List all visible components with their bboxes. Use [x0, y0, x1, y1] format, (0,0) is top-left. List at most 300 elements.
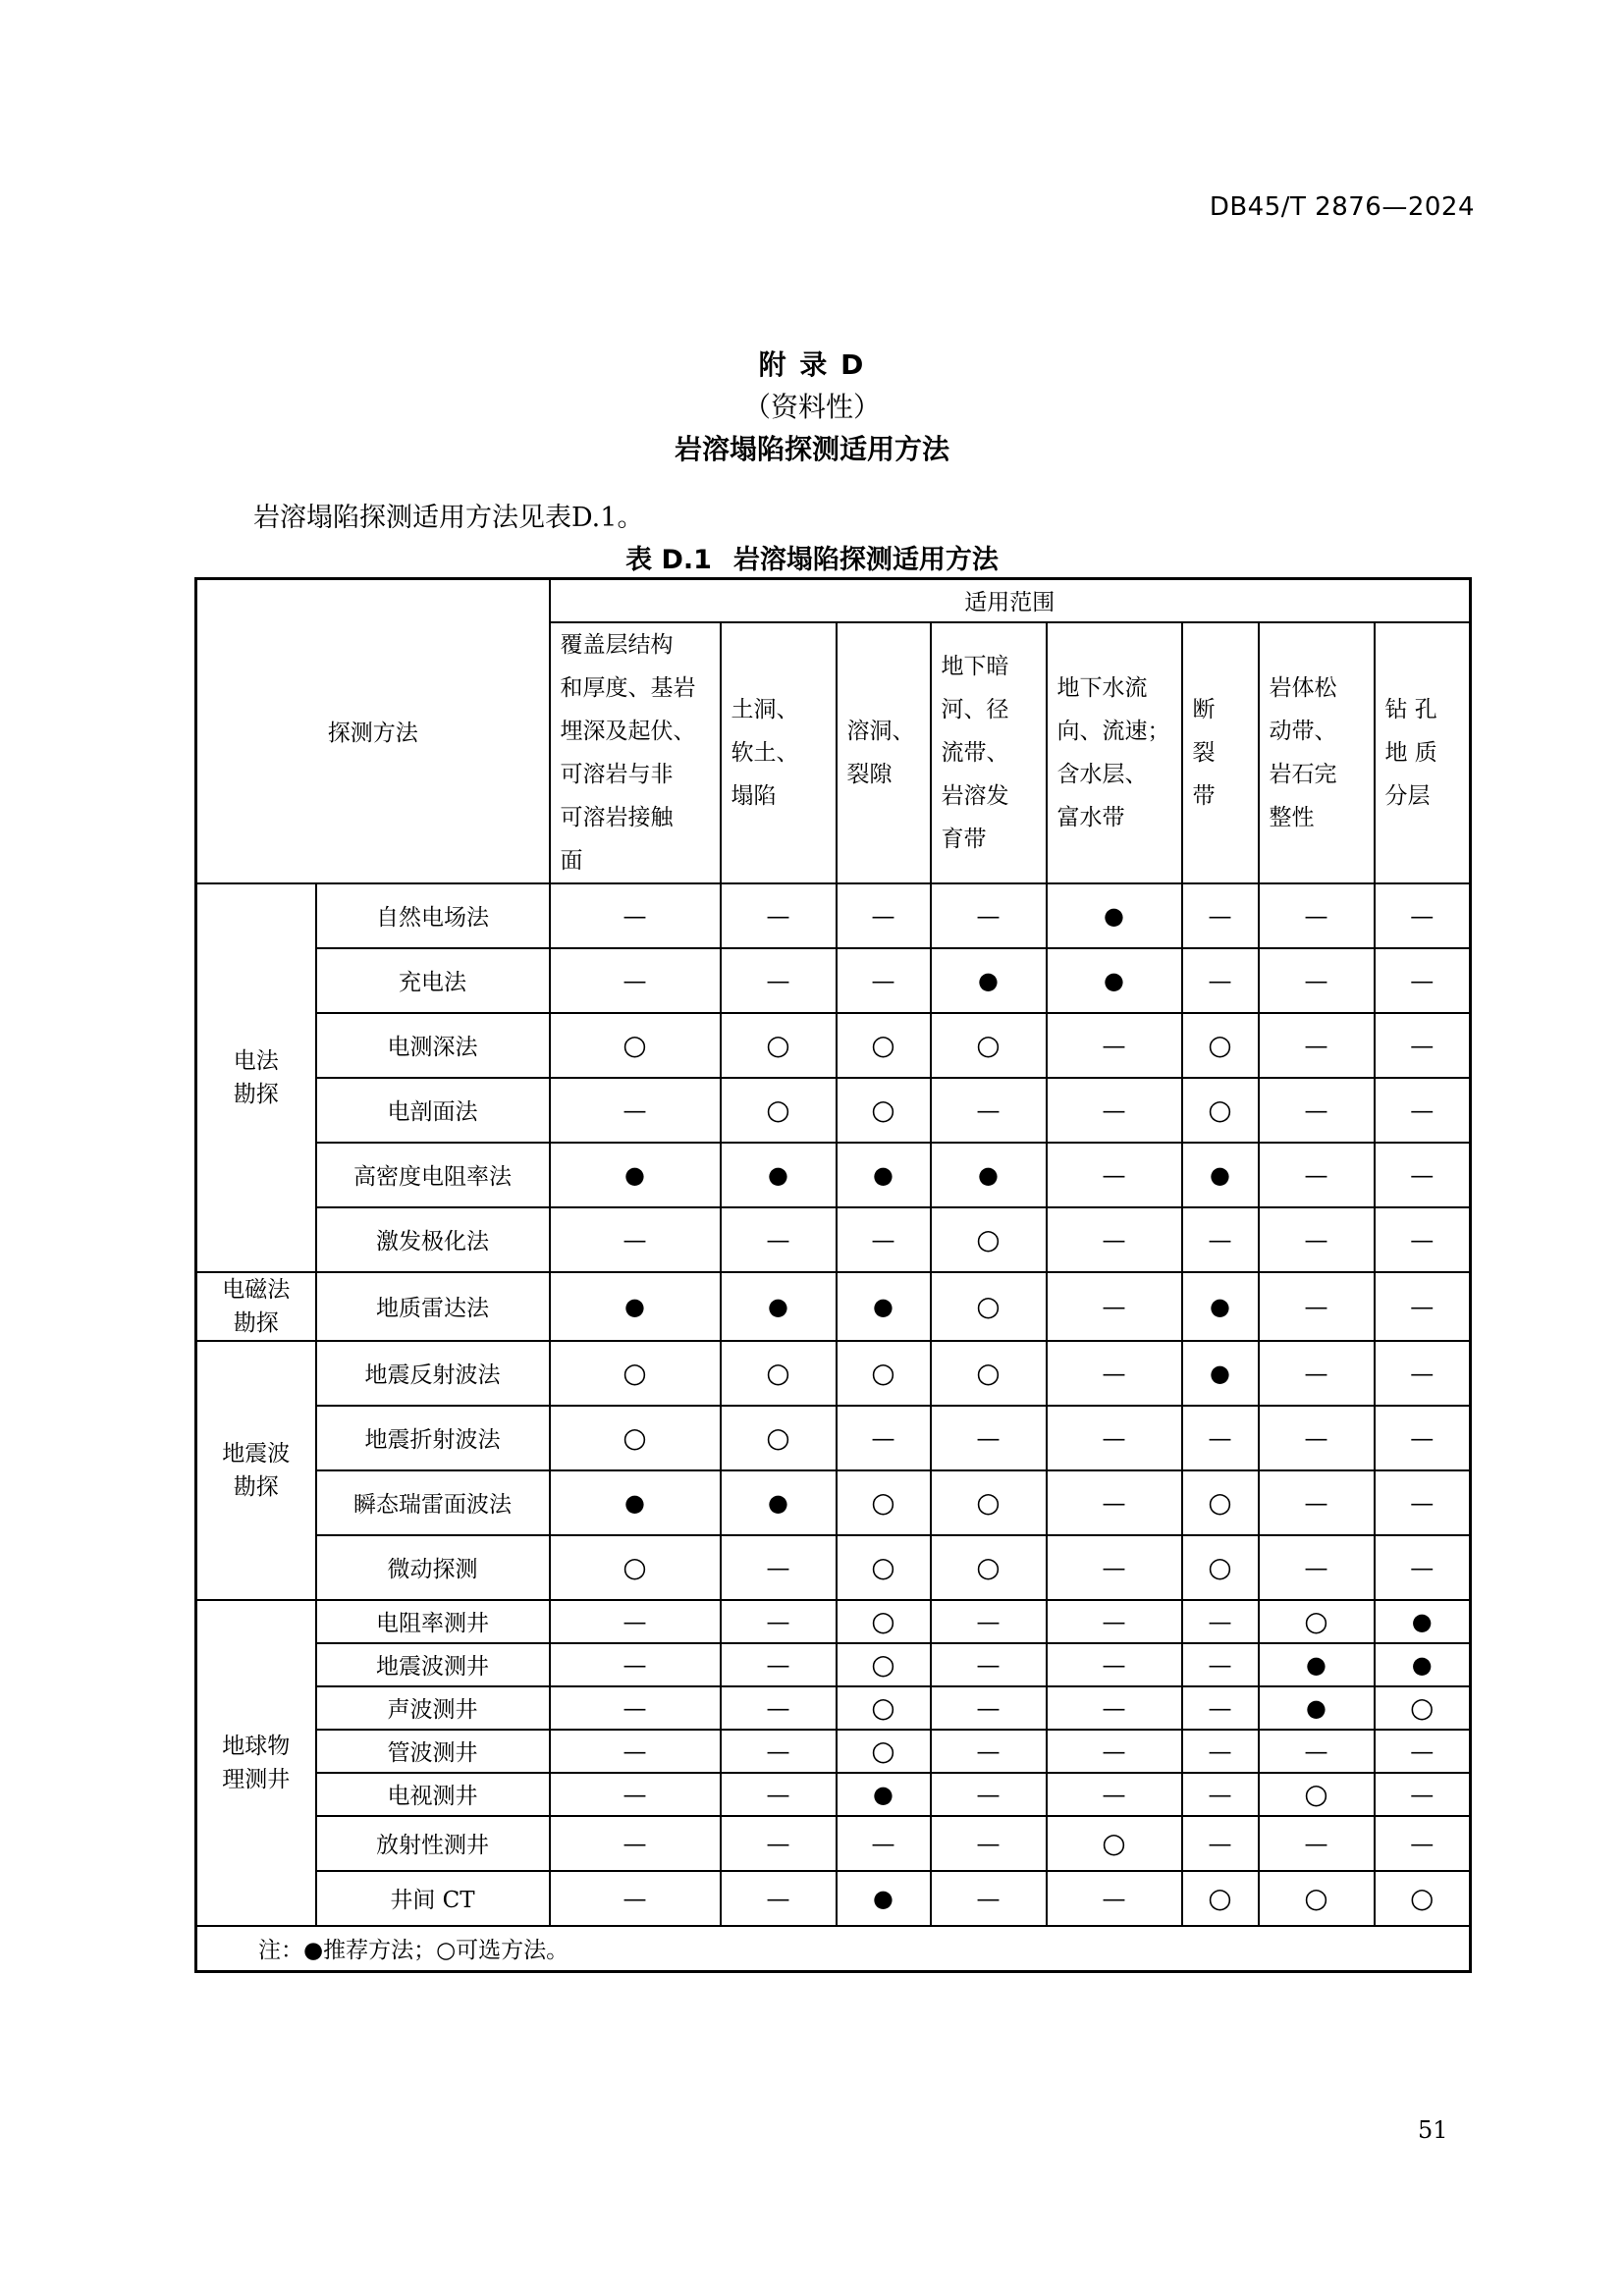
not-applicable-mark	[1305, 1295, 1328, 1320]
suitability-cell	[550, 1871, 721, 1926]
suitability-cell	[1259, 1272, 1375, 1341]
suitability-cell	[1259, 1773, 1375, 1816]
optional-mark	[976, 1492, 1000, 1518]
recommended-mark	[768, 1163, 788, 1189]
method-name: 放射性测井	[316, 1816, 550, 1871]
not-applicable-mark	[977, 904, 1001, 930]
column-header-line: 河、径	[941, 696, 1009, 722]
table-row	[196, 1207, 1471, 1272]
column-header-line: 地下暗	[941, 653, 1009, 679]
recommended-mark	[978, 969, 999, 994]
not-applicable-mark	[1209, 1653, 1232, 1679]
recommended-mark	[768, 1295, 788, 1320]
suitability-cell	[550, 1470, 721, 1535]
suitability-cell	[721, 1470, 837, 1535]
suitability-cell	[1375, 1207, 1471, 1272]
scope-header: 适用范围	[550, 579, 1471, 622]
not-applicable-mark	[1410, 1491, 1434, 1517]
column-header-line: 和厚度、基岩	[560, 674, 696, 701]
suitability-cell	[931, 1643, 1047, 1686]
column-header-line: 整性	[1269, 804, 1315, 830]
column-header	[721, 622, 837, 883]
suitability-cell	[721, 1816, 837, 1871]
table-row	[196, 1730, 1471, 1773]
not-applicable-mark	[1103, 1696, 1126, 1722]
suitability-cell	[1182, 1406, 1259, 1470]
not-applicable-mark	[977, 1832, 1001, 1857]
not-applicable-mark	[1209, 1832, 1232, 1857]
table-row	[196, 883, 1471, 948]
suitability-cell	[837, 883, 931, 948]
suitability-cell	[1047, 1816, 1182, 1871]
not-applicable-mark	[767, 1783, 790, 1808]
not-applicable-mark	[977, 1610, 1001, 1635]
method-table	[194, 577, 1472, 1973]
not-applicable-mark	[1305, 1491, 1328, 1517]
suitability-cell	[931, 1078, 1047, 1143]
recommended-mark	[624, 1491, 645, 1517]
optional-mark	[1208, 1557, 1231, 1582]
not-applicable-mark	[623, 969, 647, 994]
suitability-cell	[931, 1730, 1047, 1773]
optional-mark	[766, 1427, 789, 1453]
suitability-cell	[721, 1871, 837, 1926]
table-row	[196, 1470, 1471, 1535]
suitability-cell	[1047, 1207, 1182, 1272]
method-name: 激发极化法	[316, 1207, 550, 1272]
suitability-cell	[1259, 1816, 1375, 1871]
column-header-line: 分层	[1384, 782, 1431, 809]
suitability-cell	[1182, 1600, 1259, 1643]
suitability-cell	[837, 1686, 931, 1730]
intro-paragraph: 岩溶塌陷探测适用方法见表D.1。	[253, 503, 644, 533]
not-applicable-mark	[1103, 1426, 1126, 1452]
column-header-line: 岩石完	[1269, 761, 1337, 787]
column-header-line: 面	[560, 847, 583, 874]
table-caption-number: 表 D.1	[625, 545, 712, 575]
suitability-cell	[1259, 1470, 1375, 1535]
suitability-cell	[837, 1871, 931, 1926]
suitability-cell	[550, 1600, 721, 1643]
not-applicable-mark	[1305, 1362, 1328, 1387]
suitability-cell	[1182, 1730, 1259, 1773]
suitability-cell	[1047, 1341, 1182, 1406]
recommended-mark	[1104, 969, 1124, 994]
optional-mark	[976, 1362, 1000, 1388]
appendix-title: 附 录 D	[758, 348, 866, 381]
not-applicable-mark	[1103, 1610, 1126, 1635]
suitability-cell	[1259, 1730, 1375, 1773]
not-applicable-mark	[623, 1653, 647, 1679]
optional-mark	[871, 1362, 894, 1388]
not-applicable-mark	[1103, 1034, 1126, 1059]
suitability-cell	[1182, 1078, 1259, 1143]
method-name: 声波测井	[316, 1686, 550, 1730]
column-header-line: 地下水流	[1056, 674, 1148, 701]
not-applicable-mark	[1410, 1295, 1434, 1320]
suitability-cell	[721, 1013, 837, 1078]
not-applicable-mark	[767, 1887, 790, 1912]
optional-mark	[766, 1099, 789, 1125]
suitability-cell	[721, 1686, 837, 1730]
method-name: 地质雷达法	[316, 1272, 550, 1341]
not-applicable-mark	[623, 904, 647, 930]
optional-mark	[1102, 1833, 1125, 1858]
suitability-cell	[1182, 1143, 1259, 1207]
not-applicable-mark	[1305, 1556, 1328, 1581]
suitability-cell	[837, 948, 931, 1013]
not-applicable-mark	[623, 1783, 647, 1808]
suitability-cell	[1182, 1871, 1259, 1926]
suitability-cell	[931, 1535, 1047, 1600]
not-applicable-mark	[872, 969, 895, 994]
optional-mark	[976, 1557, 1000, 1582]
recommended-mark	[624, 1295, 645, 1320]
suitability-cell	[1047, 883, 1182, 948]
suitability-cell	[1047, 1643, 1182, 1686]
suitability-cell	[1259, 1406, 1375, 1470]
not-applicable-mark	[1103, 1163, 1126, 1189]
not-applicable-mark	[767, 1696, 790, 1722]
suitability-cell	[1375, 1013, 1471, 1078]
suitability-cell	[1375, 1143, 1471, 1207]
suitability-cell	[721, 1600, 837, 1643]
table-row	[196, 1643, 1471, 1686]
recommended-mark	[768, 1491, 788, 1517]
suitability-cell	[721, 883, 837, 948]
suitability-cell	[931, 948, 1047, 1013]
recommended-mark	[1412, 1610, 1433, 1635]
not-applicable-mark	[1410, 1832, 1434, 1857]
suitability-cell	[1375, 1470, 1471, 1535]
not-applicable-mark	[1209, 1783, 1232, 1808]
not-applicable-mark	[1103, 1653, 1126, 1679]
not-applicable-mark	[1103, 1362, 1126, 1387]
not-applicable-mark	[872, 1228, 895, 1254]
method-group-line: 电磁法	[222, 1276, 291, 1303]
suitability-cell	[550, 1143, 721, 1207]
suitability-cell	[1375, 883, 1471, 948]
suitability-cell	[1047, 1272, 1182, 1341]
suitability-cell	[550, 1013, 721, 1078]
table-row	[196, 1341, 1471, 1406]
not-applicable-mark	[977, 1098, 1001, 1124]
suitability-cell	[550, 1535, 721, 1600]
method-name: 充电法	[316, 948, 550, 1013]
not-applicable-mark	[623, 1696, 647, 1722]
suitability-cell	[1259, 1143, 1375, 1207]
column-header	[931, 622, 1047, 883]
column-header	[1259, 622, 1375, 883]
not-applicable-mark	[1209, 1610, 1232, 1635]
suitability-cell	[1375, 1730, 1471, 1773]
method-name: 地震反射波法	[316, 1341, 550, 1406]
recommended-mark	[873, 1295, 893, 1320]
optional-mark	[623, 1427, 646, 1453]
optional-mark	[1304, 1888, 1327, 1913]
suitability-cell	[550, 1078, 721, 1143]
suitability-cell	[1259, 1643, 1375, 1686]
optional-mark	[1208, 1035, 1231, 1060]
not-applicable-mark	[977, 1783, 1001, 1808]
optional-mark	[1304, 1784, 1327, 1809]
suitability-cell	[721, 1406, 837, 1470]
suitability-cell	[931, 1773, 1047, 1816]
not-applicable-mark	[1103, 1098, 1126, 1124]
not-applicable-mark	[767, 1556, 790, 1581]
suitability-cell	[721, 1143, 837, 1207]
method-name: 电测深法	[316, 1013, 550, 1078]
not-applicable-mark	[623, 1228, 647, 1254]
suitability-cell	[1047, 1470, 1182, 1535]
not-applicable-mark	[1410, 1739, 1434, 1765]
suitability-cell	[550, 1207, 721, 1272]
recommended-mark	[1210, 1163, 1230, 1189]
suitability-cell	[837, 1013, 931, 1078]
not-applicable-mark	[623, 1098, 647, 1124]
suitability-cell	[1375, 1816, 1471, 1871]
method-name: 井间 CT	[316, 1871, 550, 1926]
not-applicable-mark	[767, 1228, 790, 1254]
not-applicable-mark	[1305, 1228, 1328, 1254]
not-applicable-mark	[1305, 1739, 1328, 1765]
not-applicable-mark	[1410, 1034, 1434, 1059]
suitability-cell	[1375, 1871, 1471, 1926]
not-applicable-mark	[1103, 1783, 1126, 1808]
method-group-line: 地球物	[222, 1733, 291, 1759]
method-name: 电阻率测井	[316, 1600, 550, 1643]
not-applicable-mark	[1410, 1783, 1434, 1808]
suitability-cell	[931, 1406, 1047, 1470]
not-applicable-mark	[872, 904, 895, 930]
not-applicable-mark	[1103, 1887, 1126, 1912]
column-header-line: 富水带	[1056, 804, 1125, 830]
suitability-cell	[837, 1600, 931, 1643]
column-header-line: 育带	[941, 826, 987, 852]
optional-mark	[871, 1697, 894, 1723]
suitability-cell	[1182, 1773, 1259, 1816]
suitability-cell	[931, 1686, 1047, 1730]
suitability-cell	[1047, 1730, 1182, 1773]
optional-mark	[871, 1099, 894, 1125]
table-row	[196, 1686, 1471, 1730]
method-group-line: 地震波	[222, 1440, 291, 1467]
optional-mark	[871, 1611, 894, 1636]
suitability-cell	[1375, 1686, 1471, 1730]
method-group	[196, 1600, 316, 1926]
suitability-cell	[1047, 1078, 1182, 1143]
recommended-mark	[1104, 904, 1124, 930]
optional-mark	[623, 1035, 646, 1060]
suitability-cell	[1259, 948, 1375, 1013]
column-header-line: 可溶岩接触	[560, 804, 674, 830]
optional-mark	[1304, 1611, 1327, 1636]
suitability-cell	[1047, 1013, 1182, 1078]
not-applicable-mark	[1209, 1228, 1232, 1254]
suitability-cell	[931, 1600, 1047, 1643]
not-applicable-mark	[977, 1426, 1001, 1452]
suitability-cell	[837, 1643, 931, 1686]
method-name: 微动探测	[316, 1535, 550, 1600]
not-applicable-mark	[1103, 1556, 1126, 1581]
column-header-line: 带	[1192, 782, 1216, 809]
column-header	[1375, 622, 1471, 883]
suitability-cell	[1375, 1535, 1471, 1600]
optional-mark	[1208, 1492, 1231, 1518]
appendix-type: （资料性）	[742, 391, 881, 423]
suitability-cell	[1375, 1341, 1471, 1406]
not-applicable-mark	[1209, 1739, 1232, 1765]
table-row	[196, 1600, 1471, 1643]
suitability-cell	[837, 1272, 931, 1341]
optional-mark	[871, 1654, 894, 1680]
column-header-line: 岩溶发	[941, 782, 1009, 809]
method-group-line: 电法	[233, 1047, 279, 1074]
not-applicable-mark	[767, 969, 790, 994]
not-applicable-mark	[1209, 1696, 1232, 1722]
not-applicable-mark	[1305, 1098, 1328, 1124]
suitability-cell	[1259, 1871, 1375, 1926]
table-row	[196, 1535, 1471, 1600]
suitability-cell	[837, 1535, 931, 1600]
suitability-cell	[837, 1406, 931, 1470]
optional-mark	[1410, 1888, 1434, 1913]
standard-code: DB45/T 2876—2024	[1209, 192, 1475, 222]
suitability-cell	[1182, 948, 1259, 1013]
suitability-cell	[1047, 1535, 1182, 1600]
suitability-cell	[931, 883, 1047, 948]
table-caption	[0, 538, 1624, 576]
suitability-cell	[1047, 1871, 1182, 1926]
method-name: 高密度电阻率法	[316, 1143, 550, 1207]
suitability-cell	[1259, 1207, 1375, 1272]
suitability-cell	[721, 1730, 837, 1773]
not-applicable-mark	[623, 1610, 647, 1635]
suitability-cell	[837, 1143, 931, 1207]
method-name: 地震波测井	[316, 1643, 550, 1686]
not-applicable-mark	[1410, 1163, 1434, 1189]
not-applicable-mark	[767, 904, 790, 930]
column-header-line: 裂隙	[846, 761, 893, 787]
not-applicable-mark	[1209, 969, 1232, 994]
not-applicable-mark	[977, 1739, 1001, 1765]
table-row	[196, 1143, 1471, 1207]
not-applicable-mark	[1410, 904, 1434, 930]
recommended-mark	[1412, 1653, 1433, 1679]
not-applicable-mark	[767, 1610, 790, 1635]
not-applicable-mark	[1410, 1228, 1434, 1254]
not-applicable-mark	[1410, 1556, 1434, 1581]
suitability-cell	[837, 1078, 931, 1143]
suitability-cell	[931, 1470, 1047, 1535]
recommended-mark	[873, 1163, 893, 1189]
suitability-cell	[1182, 1341, 1259, 1406]
suitability-cell	[1182, 883, 1259, 948]
optional-mark	[871, 1740, 894, 1766]
suitability-cell	[931, 1143, 1047, 1207]
not-applicable-mark	[1103, 1739, 1126, 1765]
suitability-cell	[1047, 1143, 1182, 1207]
suitability-cell	[550, 1643, 721, 1686]
column-header-line: 覆盖层结构	[560, 631, 674, 658]
method-group-line: 勘探	[233, 1309, 279, 1336]
optional-mark	[1208, 1099, 1231, 1125]
column-header-line: 含水层、	[1056, 761, 1148, 787]
suitability-cell	[721, 1341, 837, 1406]
column-header-line: 土洞、	[731, 696, 799, 722]
page-number: 51	[1418, 2116, 1448, 2144]
suitability-cell	[721, 1643, 837, 1686]
suitability-cell	[837, 1773, 931, 1816]
not-applicable-mark	[1410, 1362, 1434, 1387]
method-group-line: 理测井	[222, 1766, 291, 1792]
not-applicable-mark	[623, 1887, 647, 1912]
optional-mark	[623, 1362, 646, 1388]
method-name: 自然电场法	[316, 883, 550, 948]
not-applicable-mark	[1410, 1426, 1434, 1452]
column-header-line: 软土、	[731, 739, 799, 766]
recommended-mark	[978, 1163, 999, 1189]
method-name: 电剖面法	[316, 1078, 550, 1143]
recommended-mark	[873, 1887, 893, 1912]
table-caption-title: 岩溶塌陷探测适用方法	[732, 545, 999, 575]
suitability-cell	[550, 1816, 721, 1871]
optional-mark	[766, 1035, 789, 1060]
column-header-line: 塌陷	[731, 782, 777, 809]
method-group	[196, 1272, 316, 1341]
table-row	[196, 1406, 1471, 1470]
suitability-cell	[1375, 1406, 1471, 1470]
suitability-cell	[931, 1871, 1047, 1926]
not-applicable-mark	[1305, 904, 1328, 930]
not-applicable-mark	[872, 1832, 895, 1857]
column-header-line: 地 质	[1384, 739, 1437, 766]
suitability-cell	[721, 1272, 837, 1341]
not-applicable-mark	[623, 1739, 647, 1765]
suitability-cell	[550, 1686, 721, 1730]
column-header	[837, 622, 931, 883]
method-group-line: 勘探	[233, 1081, 279, 1107]
column-header-line: 钻 孔	[1384, 696, 1437, 722]
column-header-line: 向、流速；	[1056, 718, 1170, 744]
suitability-cell	[931, 1272, 1047, 1341]
suitability-cell	[1375, 948, 1471, 1013]
method-group	[196, 883, 316, 1272]
not-applicable-mark	[767, 1739, 790, 1765]
column-header	[550, 622, 721, 883]
recommended-mark	[1306, 1653, 1326, 1679]
column-header	[1047, 622, 1182, 883]
not-applicable-mark	[1305, 1832, 1328, 1857]
suitability-cell	[931, 1341, 1047, 1406]
suitability-cell	[721, 948, 837, 1013]
not-applicable-mark	[977, 1696, 1001, 1722]
table-row	[196, 1013, 1471, 1078]
not-applicable-mark	[767, 1832, 790, 1857]
suitability-cell	[1259, 1013, 1375, 1078]
table-row	[196, 1871, 1471, 1926]
column-header-line: 可溶岩与非	[560, 761, 674, 787]
suitability-cell	[837, 1816, 931, 1871]
appendix-name: 岩溶塌陷探测适用方法	[674, 433, 949, 465]
method-name: 瞬态瑞雷面波法	[316, 1470, 550, 1535]
column-header-line: 流带、	[941, 739, 1009, 766]
not-applicable-mark	[1103, 1295, 1126, 1320]
suitability-cell	[1182, 1643, 1259, 1686]
suitability-cell	[837, 1730, 931, 1773]
suitability-cell	[1182, 1470, 1259, 1535]
suitability-cell	[550, 1406, 721, 1470]
